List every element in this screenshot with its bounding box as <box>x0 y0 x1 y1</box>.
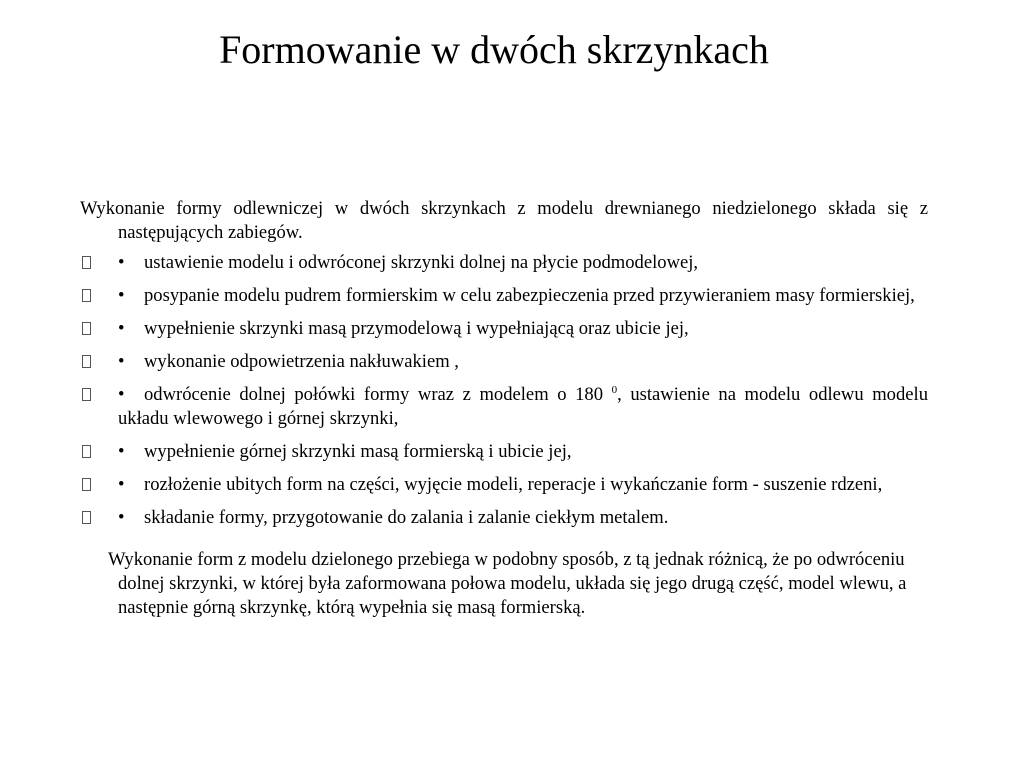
missing-glyph-box-icon <box>82 478 91 491</box>
outro-paragraph: Wykonanie form z modelu dzielonego przebiega w podobny sposób, z tą jednak różnicą, że po odwróceniu dolnej skrzynki, w której była zaformowana połowa modelu, układa się jego drugą część, model wlewu, a następnie górną skrzynkę, którą wypełnia się masą formierską. <box>108 549 907 619</box>
missing-glyph-box-icon <box>82 355 91 368</box>
missing-glyph-box-icon <box>82 322 91 335</box>
list-item-text: wypełnienie górnej skrzynki masą formierską i ubicie jej, <box>144 440 572 462</box>
list-item-text: ustawienie modelu i odwróconej skrzynki dolnej na płycie podmodelowej, <box>144 251 699 273</box>
missing-glyph-box-icon <box>82 289 91 302</box>
list-item <box>80 350 928 374</box>
list-item <box>80 473 928 497</box>
list-item <box>80 506 928 530</box>
degree-superscript: 0 <box>611 383 618 396</box>
missing-glyph-box-icon <box>82 511 91 524</box>
slide-content <box>80 178 928 639</box>
bullet-dot-icon: • <box>118 383 125 405</box>
list-item-text: odwrócenie dolnej połówki formy wraz z modelem o 180 <box>144 383 612 405</box>
list-item <box>80 317 928 341</box>
bullet-dot-icon: • <box>118 473 125 495</box>
bullet-dot-icon: • <box>118 506 125 528</box>
intro-paragraph: Wykonanie formy odlewniczej w dwóch skrzynkach z modelu drewnianego niedzielonego składa się z następujących zabiegów. <box>80 197 928 243</box>
list-item-text: , ustawienie na modelu odlewu modelu układu wlewowego i górnej skrzynki, <box>118 383 928 429</box>
missing-glyph-box-icon <box>82 445 91 458</box>
bullet-dot-icon: • <box>118 317 125 339</box>
list-item-text: wypełnienie skrzynki masą przymodelową i wypełniającą oraz ubicie jej, <box>144 317 689 339</box>
bullet-dot-icon: • <box>118 251 125 273</box>
missing-glyph-box-icon <box>82 388 91 401</box>
list-item <box>80 284 928 308</box>
bullet-dot-icon: • <box>118 284 125 306</box>
bullet-dot-icon: • <box>118 440 125 462</box>
list-item <box>80 440 928 464</box>
slide-title: Formowanie w dwóch skrzynkach <box>219 27 769 72</box>
list-item-text: posypanie modelu pudrem formierskim w celu zabezpieczenia przed przywieraniem masy formierskiej, <box>144 284 915 306</box>
list-item <box>80 383 928 431</box>
list-item-text: wykonanie odpowietrzenia nakłuwakiem , <box>144 350 459 372</box>
bullet-dot-icon: • <box>118 350 125 372</box>
missing-glyph-box-icon <box>82 256 91 269</box>
list-item-text: rozłożenie ubitych form na części, wyjęcie modeli, reperacje i wykańczanie form - suszenie rdzeni, <box>144 473 883 495</box>
list-item <box>80 251 928 275</box>
list-item-text: składanie formy, przygotowanie do zalania i zalanie ciekłym metalem. <box>144 506 669 528</box>
